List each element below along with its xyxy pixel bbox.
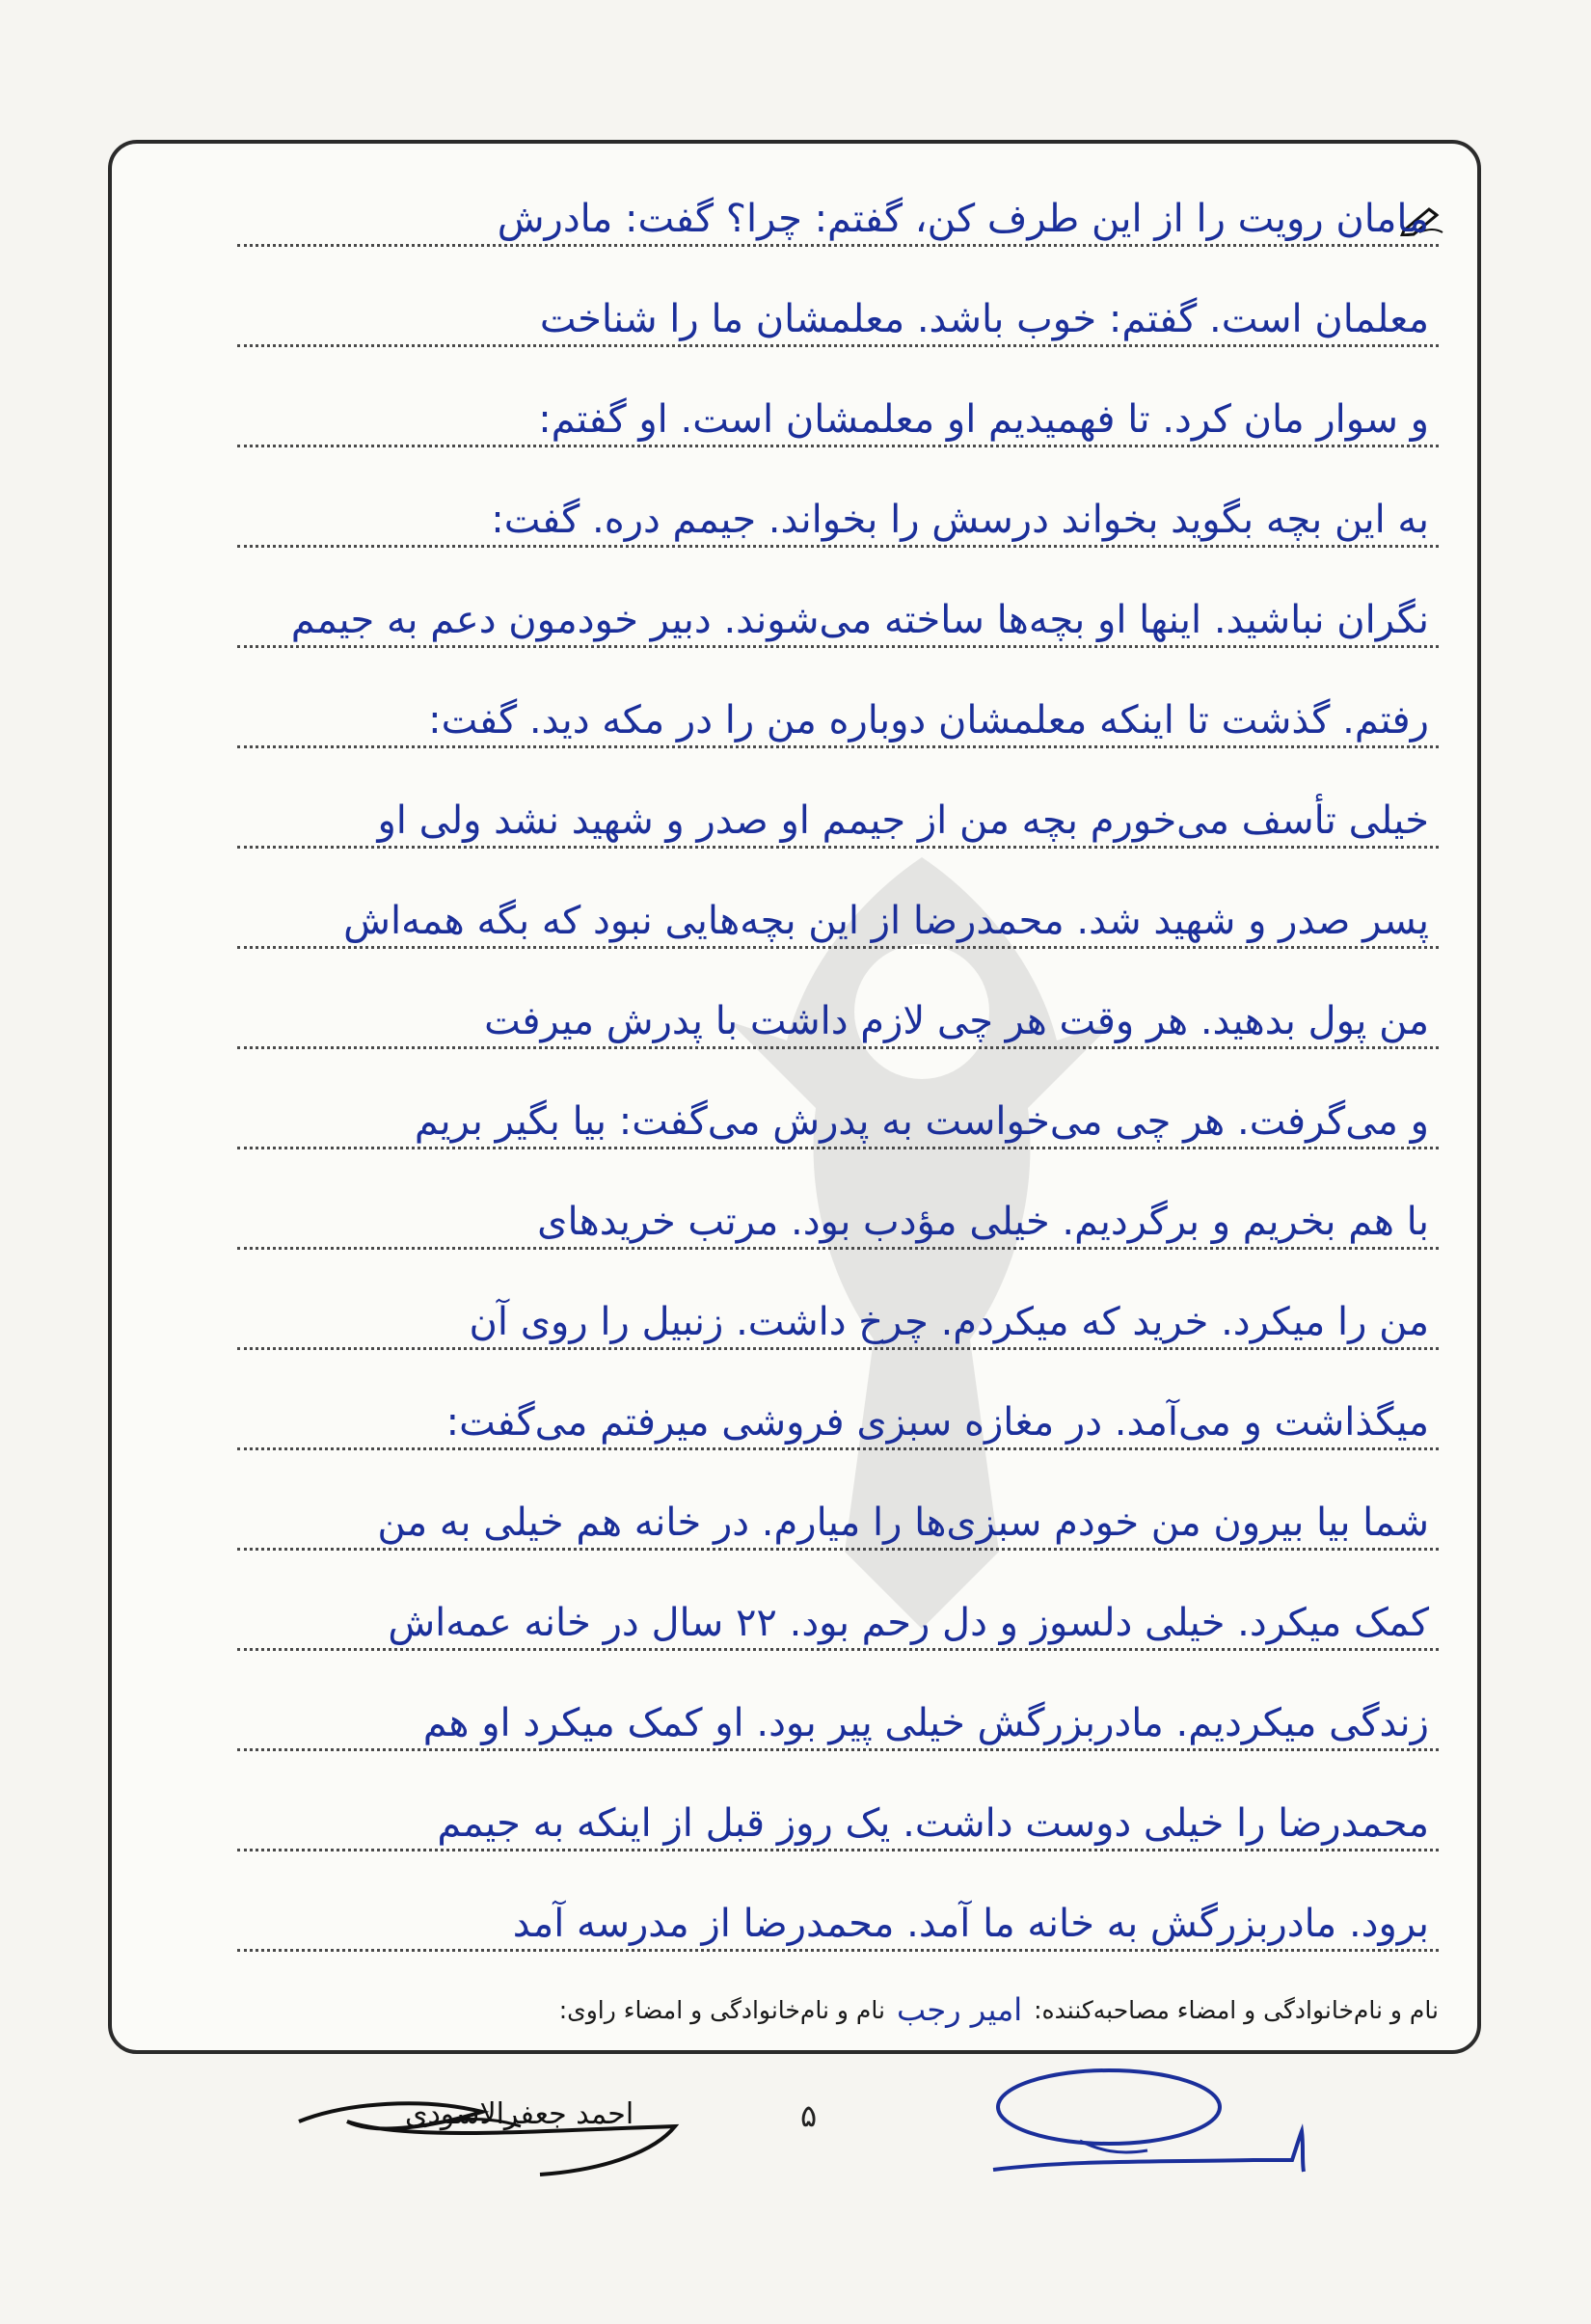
text-line-content: من را میکرد. خرید که میکردم. چرخ داشت. زنبیل را روی آن xyxy=(469,1300,1429,1344)
text-line xyxy=(237,545,1439,648)
text-line xyxy=(237,946,1439,1049)
text-line xyxy=(237,1447,1439,1551)
text-line xyxy=(237,1849,1439,1952)
interviewer-name-handwritten: امیر رجب xyxy=(896,1991,1023,2028)
text-line xyxy=(237,846,1439,949)
text-line-content: من پول بدهید. هر وقت هر چی لازم داشت با پدرش میرفت xyxy=(484,999,1429,1043)
text-line-content: به این بچه بگوید بخواند درسش را بخواند. جیمم دره. گفت: xyxy=(491,498,1429,542)
text-line-content: رفتم. گذشت تا اینکه معلمشان دوباره من را در مکه دید. گفت: xyxy=(428,698,1429,743)
text-line xyxy=(237,1046,1439,1149)
signature-labels-row xyxy=(112,1976,1477,2043)
text-line-content: میگذاشت و می‌آمد. در مغازه سبزی فروشی میرفتم می‌گفت: xyxy=(445,1400,1429,1445)
text-line-content: معلمان است. گفتم: خوب باشد. معلمشان ما را شناخت xyxy=(539,297,1429,341)
text-line-content: پسر صدر و شهید شد. محمدرضا از این بچه‌هایی نبود که بگه همه‌اش xyxy=(343,899,1429,943)
text-line xyxy=(237,745,1439,849)
text-line-content: و سوار مان کرد. تا فهمیدیم او معلمشان است. او گفتم: xyxy=(538,397,1429,442)
text-line xyxy=(237,244,1439,347)
text-line xyxy=(237,1347,1439,1450)
text-line-content: خیلی تأسف می‌خورم بچه من از جیمم او صدر و شهید نشد ولی او xyxy=(377,798,1429,843)
signature-scribble-icon xyxy=(964,2054,1331,2199)
text-line-content: شما بیا بیرون من خودم سبزی‌ها را میارم. در خانه هم خیلی به من xyxy=(377,1500,1429,1545)
text-line xyxy=(237,1147,1439,1250)
narrator-signature-text: احمد جعفرالاسودی xyxy=(405,2097,634,2131)
text-line-content: برود. مادربزرگش به خانه ما آمد. محمدرضا از مدرسه آمد xyxy=(512,1902,1429,1946)
text-line xyxy=(237,1648,1439,1751)
text-line-content: نگران نباشید. اینها او بچه‌ها ساخته می‌شوند. دبیر خودمون دعم به جیمم xyxy=(290,598,1429,642)
text-line-content: و می‌گرفت. هر چی می‌خواست به پدرش می‌گفت: بیا بگیر بریم xyxy=(414,1099,1429,1144)
page-number: ۵ xyxy=(800,2097,818,2134)
text-line-content: محمدرضا را خیلی دوست داشت. یک روز قبل از اینکه به جیمم xyxy=(437,1801,1429,1846)
interviewer-signature xyxy=(964,2054,1331,2199)
text-line xyxy=(237,445,1439,548)
text-line xyxy=(237,144,1439,247)
text-line-content: مامان رویت را از این طرف کن، گفتم: چرا؟ گفت: مادرش xyxy=(497,197,1429,241)
text-line xyxy=(237,1748,1439,1851)
text-line xyxy=(237,344,1439,447)
text-line xyxy=(237,1247,1439,1350)
text-line xyxy=(237,645,1439,748)
text-line-content: زندگی میکردیم. مادربزرگش خیلی پیر بود. او کمک میکرد او هم xyxy=(422,1701,1429,1745)
text-line-content: کمک میکرد. خیلی دلسوز و دل رحم بود. ۲۲ سال در خانه عمه‌اش xyxy=(388,1601,1429,1645)
narrator-label: نام و نام‌خانوادگی و امضاء راوی: xyxy=(558,1995,885,2024)
handwritten-text-area xyxy=(112,144,1477,2050)
interviewer-label: نام و نام‌خانوادگی و امضاء مصاحبه‌کننده: xyxy=(1034,1995,1439,2024)
narrator-signature xyxy=(289,2083,694,2179)
text-line-content: با هم بخریم و برگردیم. خیلی مؤدب بود. مرتب خریدهای xyxy=(537,1200,1429,1244)
page-frame xyxy=(108,140,1481,2054)
text-line xyxy=(237,1548,1439,1651)
